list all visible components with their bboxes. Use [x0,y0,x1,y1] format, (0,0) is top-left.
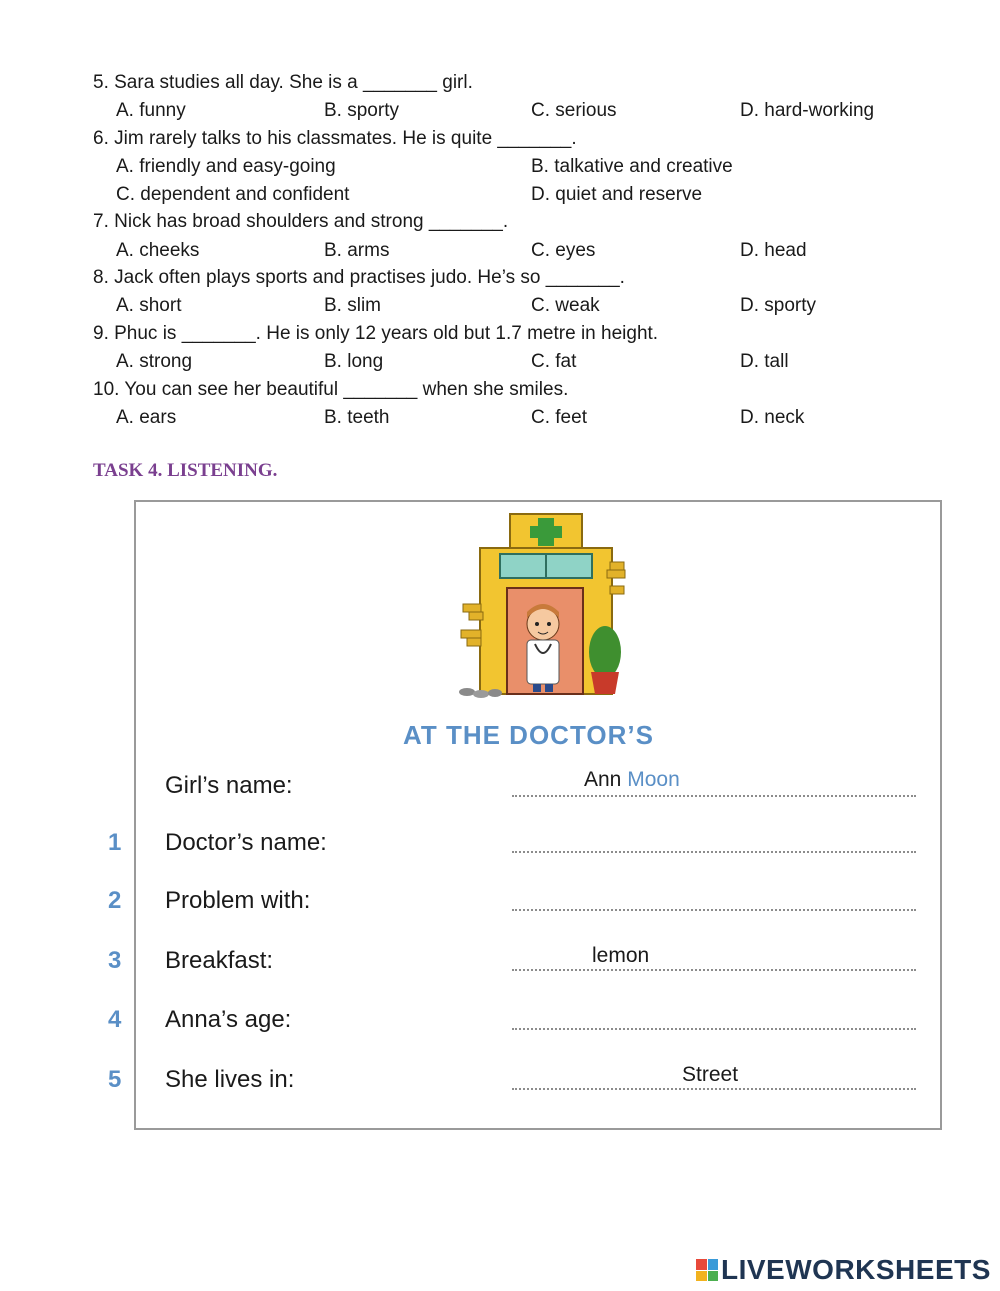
q7-option-c[interactable]: C. eyes [531,240,596,261]
liveworksheets-logo-icon [696,1259,718,1281]
q9-option-c[interactable]: C. fat [531,351,577,372]
answer-girls-name-last: Moon [627,768,680,791]
row-number-3: 3 [108,947,122,974]
question-7: 7. Nick has broad shoulders and strong _______. [93,211,509,232]
label-annas-age: Anna’s age: [165,1006,292,1033]
q5-option-d[interactable]: D. hard-working [740,100,875,121]
q6-option-b[interactable]: B. talkative and creative [531,156,733,177]
q10-option-c[interactable]: C. feet [531,407,587,428]
question-5: 5. Sara studies all day. She is a _______ girl. [93,72,473,93]
q7-option-b[interactable]: B. arms [324,240,390,261]
q5-option-c[interactable]: C. serious [531,100,617,121]
answer-line-problem-with[interactable] [512,909,916,911]
row-number-1: 1 [108,829,122,856]
q9-option-b[interactable]: B. long [324,351,384,372]
answer-line-annas-age[interactable] [512,1028,916,1030]
answer-line-doctors-name[interactable] [512,851,916,853]
q5-option-b[interactable]: B. sporty [324,100,399,121]
q10-option-a[interactable]: A. ears [116,407,177,428]
question-9: 9. Phuc is _______. He is only 12 years old but 1.7 metre in height. [93,323,659,344]
label-problem-with: Problem with: [165,887,311,914]
q10-option-b[interactable]: B. teeth [324,407,390,428]
q8-option-d[interactable]: D. sporty [740,295,817,316]
label-she-lives-in: She lives in: [165,1066,295,1093]
question-10: 10. You can see her beautiful _______ when she smiles. [93,379,569,400]
q8-option-a[interactable]: A. short [116,295,182,316]
label-girls-name: Girl’s name: [165,772,293,799]
question-6: 6. Jim rarely talks to his classmates. He is quite _______. [93,128,577,149]
label-breakfast: Breakfast: [165,947,274,974]
form-title: AT THE DOCTOR’S [403,720,654,750]
label-doctors-name: Doctor’s name: [165,829,327,856]
liveworksheets-wordmark: LIVEWORKSHEETS [721,1254,991,1285]
question-8: 8. Jack often plays sports and practises judo. He’s so _______. [93,267,625,288]
q6-option-a[interactable]: A. friendly and easy-going [116,156,336,177]
row-number-5: 5 [108,1066,122,1093]
answer-line-breakfast[interactable] [512,969,916,971]
row-number-2: 2 [108,887,122,914]
q10-option-d[interactable]: D. neck [740,407,805,428]
answer-girls-name [584,768,680,792]
q8-option-c[interactable]: C. weak [531,295,600,316]
q7-option-a[interactable]: A. cheeks [116,240,200,261]
q9-option-a[interactable]: A. strong [116,351,193,372]
q9-option-d[interactable]: D. tall [740,351,789,372]
q6-option-d[interactable]: D. quiet and reserve [531,184,703,205]
q7-option-d[interactable]: D. head [740,240,807,261]
liveworksheets-brand [696,1254,991,1286]
answer-line-she-lives-in[interactable] [512,1088,916,1090]
q8-option-b[interactable]: B. slim [324,295,381,316]
answer-breakfast-partial: lemon [592,944,650,967]
answer-line-girls-name [512,795,916,797]
answer-girls-name-first: Ann [584,768,622,791]
row-number-4: 4 [108,1006,122,1033]
q6-option-c[interactable]: C. dependent and confident [116,184,350,205]
doctor-building-illustration [455,512,630,702]
q5-option-a[interactable]: A. funny [116,100,186,121]
task-4-title: TASK 4. LISTENING. [93,460,278,481]
answer-she-lives-in-partial: Street [682,1063,739,1086]
